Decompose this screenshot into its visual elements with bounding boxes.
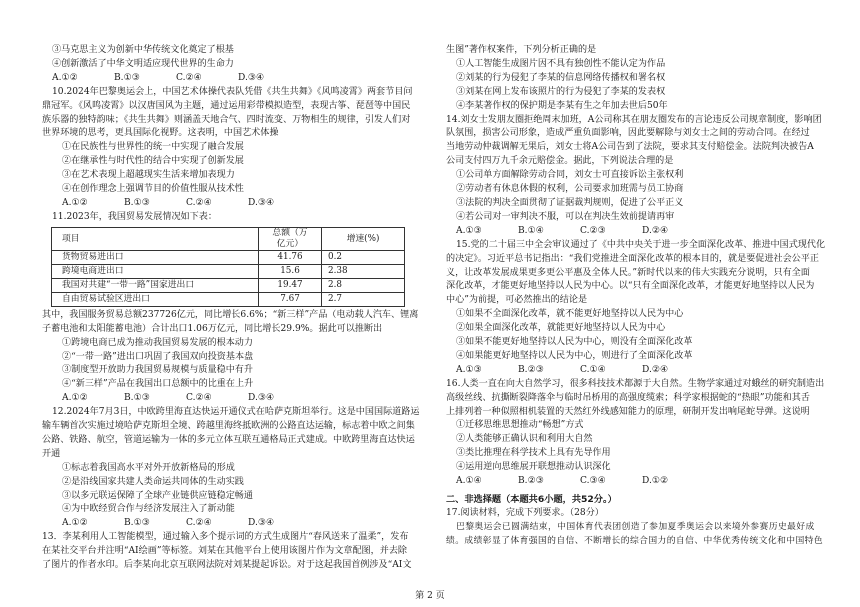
table-cell: 2.7 bbox=[322, 292, 405, 306]
answer-choices bbox=[42, 72, 427, 86]
table-cell: 0.2 bbox=[322, 250, 405, 264]
answer-choices bbox=[42, 392, 427, 406]
answer-choices bbox=[42, 197, 427, 211]
question-text: 子蓄电池和太阳能蓄电池）合计出口1.06万亿元，同比增长29.9%。据此可以推断出 bbox=[42, 323, 383, 334]
answer-b: B.①③ bbox=[124, 518, 150, 529]
question-text: 开通 bbox=[42, 448, 61, 459]
option-line: ①标志着我国高水平对外开放新格局的形成 bbox=[62, 462, 235, 473]
option-line: ③刘某在网上发布该照片的行为侵犯了李某的发表权 bbox=[456, 86, 666, 97]
question-text: 16.人类一直在向大自然学习，很多科技技术都源于大自然。生物学家通过对蛾丝的研究制造出 bbox=[446, 378, 825, 389]
question-text: 世界环境的思考，更具国际化视野。这表明，中国艺术体操 bbox=[42, 128, 279, 139]
section-title: 二、非选择题（本题共6小题，共52分。） bbox=[446, 494, 617, 505]
option-line: ②是沿线国家共建人类命运共同体的生动实践 bbox=[62, 476, 244, 487]
option-line: ④在创作理念上强调节目的价值性服从技术性 bbox=[62, 184, 244, 195]
option-line: ④如果能更好地坚持以人民为中心，则进行了全面深化改革 bbox=[456, 350, 693, 361]
question-text: 当地劳动仲裁调解无果后，刘女士将A公司告到了法院，要求其支付赔偿金。法院判决被告A bbox=[446, 142, 814, 153]
question-text: 15.党的二十届三中全会审议通过了《中共中央关于进一步全面深化改革、推进中国式现代化 bbox=[456, 239, 826, 250]
question-text: 鼎冠军。《风鸣凌霄》以汉唐国风为主题，通过运用彩带模拟造型，表现古筝、琵琶等中国民 bbox=[42, 100, 411, 111]
table-cell: 货物贸易进出口 bbox=[52, 250, 259, 264]
answer-a: A.①② bbox=[62, 393, 88, 404]
table-row bbox=[52, 264, 405, 278]
answer-choices bbox=[446, 364, 830, 378]
answer-d: D.②④ bbox=[642, 364, 669, 375]
question-text: 族乐器的独特韵味；《共生共舞》则涵盖天地合气、四时流变、万物相生的规律，引发人们对 bbox=[42, 114, 411, 125]
answer-d: D.①② bbox=[642, 476, 669, 487]
question-text: 在某社交平台并注明“AI绘画”等标签。刘某在其他平台上使用该图片作为文章配图，并去除 bbox=[42, 546, 408, 557]
table-header: 总额（万 亿元） bbox=[259, 227, 322, 250]
answer-d: D.③④ bbox=[248, 518, 275, 529]
question-text: 公司支付四万九千余元赔偿金。据此，下列说法合理的是 bbox=[446, 156, 674, 167]
material-text: 巴黎奥运会已圆满结束，中国体育代表团创造了参加夏季奥运会以来境外参赛历史最好成 bbox=[456, 521, 815, 532]
table-header-row bbox=[52, 227, 405, 250]
question-11 bbox=[42, 211, 427, 406]
option-line: ③法院的判决全面贯彻了证据裁判规则，促进了公平正义 bbox=[456, 197, 684, 208]
option-line: ③制度型开放助力我国贸易规模与质量稳中有升 bbox=[62, 365, 253, 376]
question-text: 高级丝线、抗撕断裂降落伞与临时吊桥用的高强度缆索；科学家根据蛇的“热眼”功能和其舌 bbox=[446, 392, 810, 403]
answer-a: A.①③ bbox=[456, 225, 482, 236]
answer-d: D.③④ bbox=[248, 393, 275, 404]
question-14 bbox=[446, 114, 830, 239]
answer-c: C.②④ bbox=[186, 518, 212, 529]
table-row bbox=[52, 278, 405, 292]
answer-a: A.①④ bbox=[456, 476, 482, 487]
option-line: ②刘某的行为侵犯了李某的信息网络传播权和署名权 bbox=[456, 72, 666, 83]
page-number: 第 2 页 bbox=[415, 591, 445, 601]
table-header: 项目 bbox=[52, 227, 259, 250]
question-text: 10.2024年巴黎奥运会上，中国艺术体操代表队凭借《共生共舞》《风鸣凌霄》两套节目问 bbox=[52, 86, 413, 97]
question-13-continued bbox=[446, 44, 830, 114]
option-line: ①迁移思维思想推动“畅想”方式 bbox=[456, 420, 584, 431]
option-line: ③类比推理在科学技术上具有先导作用 bbox=[456, 448, 611, 459]
table-row bbox=[52, 250, 405, 264]
table-cell: 2.8 bbox=[322, 278, 405, 292]
answer-b: B.①③ bbox=[124, 197, 150, 208]
table-row bbox=[52, 292, 405, 306]
question-15 bbox=[446, 239, 830, 378]
option-line: ③以多元联运保障了全球产业链供应链稳定畅通 bbox=[62, 490, 253, 501]
answer-choices bbox=[42, 517, 427, 531]
option-line: ③在艺术表现上超越现实生活来增加表现力 bbox=[62, 170, 235, 181]
answer-a: A.①② bbox=[62, 518, 88, 529]
option-line: ④运用逆向思维展开联想推动认识深化 bbox=[456, 462, 611, 473]
option-line: ②人类能够正确认识和利用大自然 bbox=[456, 434, 593, 445]
question-text: 13．李某利用人工智能模型，通过输入多个提示词的方式生成图片“春风送来了温柔”，发布 bbox=[42, 532, 409, 543]
option-line: ③马克思主义为创新中华传统文化奠定了根基 bbox=[52, 45, 234, 55]
trade-table bbox=[51, 227, 405, 307]
answer-c: C.②④ bbox=[186, 197, 212, 208]
table-cell: 15.6 bbox=[259, 264, 322, 278]
question-text: 生图”著作权案件，下列分析正确的是 bbox=[446, 45, 597, 55]
answer-d: D.②④ bbox=[642, 225, 669, 236]
question-text: 了图片的作者水印。后李某向北京互联网法院对刘某提起诉讼。对于这起我国首例涉及“AI文 bbox=[42, 560, 412, 571]
question-text: 其中，我国服务贸易总额237726亿元，同比增长6.6%；“新三样”产品（电动载人汽车、锂离 bbox=[42, 309, 419, 320]
material-text: 绩。成绩彰显了体育强国的自信、不断增长的综合国力的自信、中华优秀传统文化和中国特色 bbox=[446, 535, 824, 546]
option-line: ①公司单方面解除劳动合同，刘女士可直接诉讼主张权利 bbox=[456, 170, 684, 181]
option-line: ②劳动者有休息休假的权利，公司要求加班需与员工协商 bbox=[456, 184, 684, 195]
question-text: 14.刘女士发朋友圈拒绝周末加班，A公司称其在朋友圈发布的言论违反公司规章制度，影响团 bbox=[446, 114, 822, 125]
question-text: 中心”为前提，可必然推出的结论是 bbox=[446, 295, 588, 306]
option-line: ④为中欧经贸合作与经济发展注入了新动能 bbox=[62, 504, 235, 515]
table-cell: 19.47 bbox=[259, 278, 322, 292]
right-column bbox=[446, 44, 830, 549]
question-text: 队氛围，损害公司形象，造成严重负面影响，因此要解除与刘女士之间的劳动合同。在经过 bbox=[446, 128, 810, 139]
question-text: 深化改革，才能更好地坚持以人民为中心。以“只有全面深化改革，才能更好地坚持以人民为 bbox=[446, 281, 815, 292]
question-17 bbox=[446, 507, 830, 549]
question-12 bbox=[42, 406, 427, 531]
option-line: ①在民族性与世界性的统一中实现了融合发展 bbox=[62, 142, 244, 153]
option-line: ①如果不全面深化改革，就不能更好地坚持以人民为中心 bbox=[456, 309, 684, 320]
question-text: 17.阅读材料，完成下列要求。（28分） bbox=[446, 507, 604, 518]
question-text: 输车辆首次实施过境哈萨克斯坦全境、跨越里海终抵欧洲的公路直达运输，标志着中欧之间集 bbox=[42, 421, 415, 432]
answer-choices bbox=[446, 475, 830, 489]
option-line: ①人工智能生成图片因不具有独创性不能认定为作品 bbox=[456, 58, 666, 69]
answer-d: D.③④ bbox=[238, 72, 265, 83]
option-line: ②如果全面深化改革，就能更好地坚持以人民为中心 bbox=[456, 323, 666, 334]
option-line: ④若公司对一审判决不服，可以在判决生效前提请再审 bbox=[456, 211, 675, 222]
option-line: ④李某著作权的保护期是李某有生之年加去世后50年 bbox=[456, 100, 668, 111]
answer-c: C.③④ bbox=[580, 476, 606, 487]
question-16 bbox=[446, 378, 830, 489]
question-text: 上排列着一种似照相机装置的天然红外线感知能力的原理，研制开发出响尾蛇导弹。这说明 bbox=[446, 406, 810, 417]
table-cell: 我国对共建“一带一路”国家进出口 bbox=[52, 278, 259, 292]
table-cell: 跨境电商进出口 bbox=[52, 264, 259, 278]
table-cell: 7.67 bbox=[259, 292, 322, 306]
option-line: ④创新激活了中华文明适应现代世界的生命力 bbox=[52, 58, 234, 69]
question-text: 12.2024年7月3日，中欧跨里海直达快运开通仪式在哈萨克斯坦举行。这是中国国际道路运 bbox=[52, 407, 420, 418]
table-cell: 41.76 bbox=[259, 250, 322, 264]
answer-b: B.①③ bbox=[114, 72, 140, 83]
answer-b: B.①③ bbox=[124, 393, 150, 404]
option-line: ②在继承性与时代性的结合中实现了创新发展 bbox=[62, 156, 244, 167]
answer-a: A.①② bbox=[62, 197, 88, 208]
option-line: ②“一带一路”进出口巩固了我国双向投资基本盘 bbox=[62, 351, 254, 362]
answer-c: C.②④ bbox=[186, 393, 212, 404]
answer-a: A.①② bbox=[52, 72, 78, 83]
question-13 bbox=[42, 531, 427, 573]
question-text: 11.2023年，我国贸易发展情况如下表： bbox=[52, 211, 217, 222]
option-line: ③如果不能更好地坚持以人民为中心，则没有全面深化改革 bbox=[456, 337, 693, 348]
answer-c: C.①④ bbox=[580, 364, 606, 375]
answer-c: C.②④ bbox=[176, 72, 202, 83]
question-10 bbox=[42, 86, 427, 211]
answer-a: A.①③ bbox=[456, 364, 482, 375]
question-text: 公路、铁路、航空，管道运输为一体的多元立体互联互通格局正式建成。中欧跨里海直达快运 bbox=[42, 434, 415, 445]
answer-b: B.②③ bbox=[518, 476, 544, 487]
answer-choices bbox=[446, 225, 830, 239]
answer-c: C.②③ bbox=[580, 225, 606, 236]
option-line: ④“新三样”产品在我国出口总额中的比重在上升 bbox=[62, 379, 254, 390]
question-text: 的决定》。习近平总书记指出：“我们党推进全面深化改革的根本目的，就是要促进社会公平正 bbox=[446, 253, 819, 264]
answer-b: B.②③ bbox=[518, 364, 544, 375]
table-cell: 2.38 bbox=[322, 264, 405, 278]
table-cell: 自由贸易试验区进出口 bbox=[52, 292, 259, 306]
answer-d: D.③④ bbox=[248, 197, 275, 208]
answer-b: B.①④ bbox=[518, 225, 544, 236]
table-header: 增速(%) bbox=[322, 227, 405, 250]
option-line: ①跨境电商已成为推动我国贸易发展的根本动力 bbox=[62, 337, 253, 348]
left-column bbox=[42, 44, 427, 573]
question-text: 义，让改革发展成果更多更公平惠及全体人民。”新时代以来的伟大实践充分说明，只有全面 bbox=[446, 267, 810, 278]
